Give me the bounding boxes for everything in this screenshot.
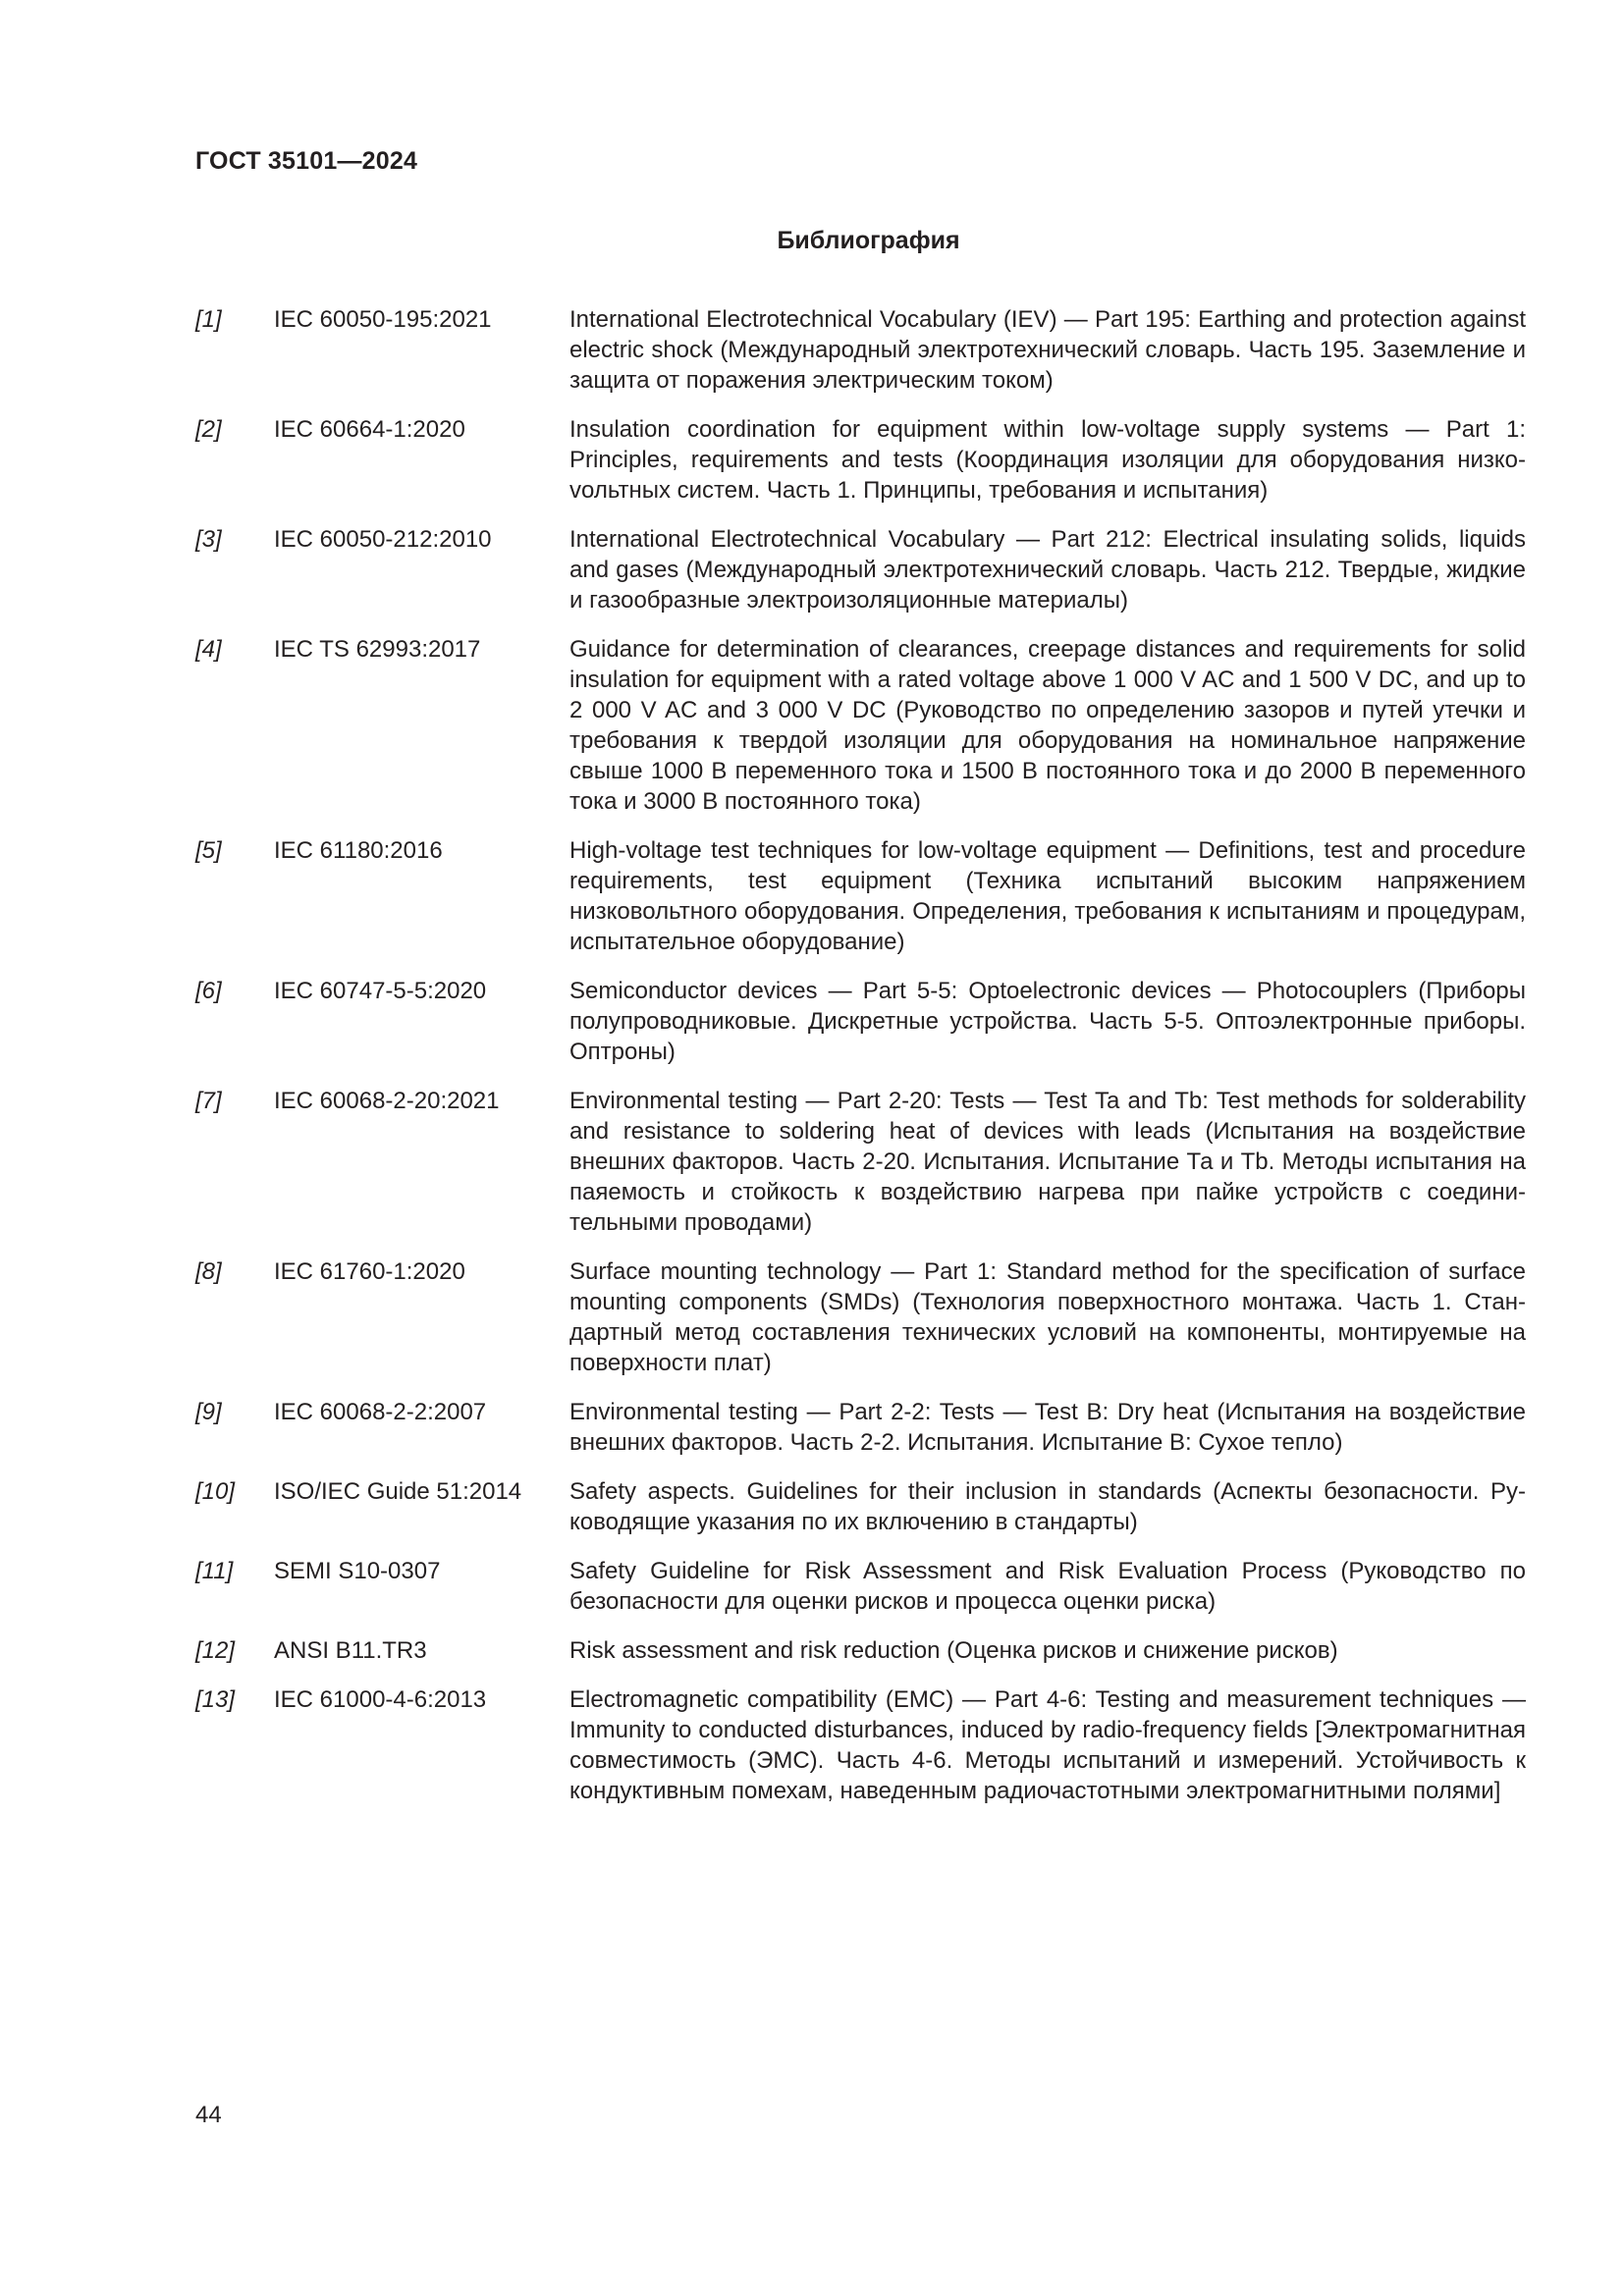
bibliography-entry bbox=[195, 304, 1526, 396]
entry-title: Semiconductor devices — Part 5-5: Optoelectronic devices — Photocouplers (Приборы полупроводниковые. Дискретные устройства. Часть 5-5. Оптоэлектронные приборы. Оптроны) bbox=[569, 978, 1526, 1065]
entry-number: [5] bbox=[195, 837, 222, 864]
entry-standard-code: IEC 60664-1:2020 bbox=[274, 416, 465, 443]
bibliography-entry bbox=[195, 1476, 1526, 1537]
entry-title: International Electrotechnical Vocabulary (IEV) — Part 195: Earthing and protection against electric shock (Международный электротехнический словарь. Часть 195. Заземление и защита от поражения электрическим током) bbox=[569, 306, 1526, 394]
entry-number: [11] bbox=[195, 1558, 234, 1584]
bibliography-entry bbox=[195, 414, 1526, 506]
entry-number: [13] bbox=[195, 1686, 236, 1713]
entry-number: [6] bbox=[195, 978, 222, 1004]
bibliography-entry bbox=[195, 1635, 1526, 1666]
entry-standard-code: IEC 60068-2-20:2021 bbox=[274, 1088, 500, 1114]
entry-number: [7] bbox=[195, 1088, 222, 1114]
entry-title: Insulation coordination for equipment within low-voltage supply systems — Part 1: Principles, requirements and tests (Координация изоляции для оборудования низкоvольтных систем. Часть 1. Принципы, требования и испытания) bbox=[569, 416, 1526, 504]
bibliography-entry bbox=[195, 976, 1526, 1067]
bibliography-list bbox=[195, 304, 1526, 1825]
entry-standard-code: ANSI B11.TR3 bbox=[274, 1637, 427, 1664]
entry-title: Guidance for determination of clearances, creepage distances and requirements for solid insulation for equipment with a rated voltage above 1 000 V AC and 1 500 V DC, and up to 2 000 V AC and 3 000 V DC (Руководство по определению зазоров и путей утечки и требования к твердой изоляции для оборудования на номинальное напряжение свыше 1000 В переменного тока и 1500 В постоянного тока и до 2000 В переменного тока и 3000 В постоянного тока) bbox=[569, 636, 1526, 815]
entry-number: [8] bbox=[195, 1258, 222, 1285]
entry-standard-code: IEC TS 62993:2017 bbox=[274, 636, 481, 663]
bibliography-entry bbox=[195, 1397, 1526, 1458]
bibliography-entry bbox=[195, 634, 1526, 817]
entry-title: Safety Guideline for Risk Assessment and Risk Evaluation Process (Руководство по безопасности для оценки рисков и процесса оценки риска) bbox=[569, 1558, 1526, 1615]
entry-standard-code: SEMI S10-0307 bbox=[274, 1558, 441, 1584]
entry-title: International Electrotechnical Vocabulary — Part 212: Electrical insulating solids, liquids and gases (Международный электротехнический словарь. Часть 212. Твердые, жидкие и газообразные электроизоляционные материалы) bbox=[569, 526, 1526, 614]
entry-title: Electromagnetic compatibility (EMC) — Part 4-6: Testing and measurement techniques — Immunity to conducted disturbances, induced by radio-frequency fields [Электромагнитная совместимость (ЭМС). Часть 4-6. Методы испытаний и измерений. Устойчивость к кондуктивным помехам, наведенным радиочастотными электромагнитными полями] bbox=[569, 1686, 1526, 1804]
entry-standard-code: IEC 61180:2016 bbox=[274, 837, 443, 864]
entry-number: [9] bbox=[195, 1399, 222, 1425]
section-title: Библиография bbox=[777, 227, 960, 254]
entry-title: Environmental testing — Part 2-2: Tests — Test B: Dry heat (Испытания на воздействие внешних факторов. Часть 2-2. Испытания. Испытание В: Сухое тепло) bbox=[569, 1399, 1526, 1456]
entry-standard-code: IEC 60050-212:2010 bbox=[274, 526, 492, 553]
entry-number: [12] bbox=[195, 1637, 236, 1664]
entry-standard-code: IEC 61000-4-6:2013 bbox=[274, 1686, 487, 1713]
document-header: ГОСТ 35101—2024 bbox=[195, 147, 418, 175]
entry-title: Safety aspects. Guidelines for their inclusion in standards (Аспекты безопасности. Руководящие указания по их включению в стандарты) bbox=[569, 1478, 1526, 1535]
entry-standard-code: IEC 60050-195:2021 bbox=[274, 306, 492, 333]
entry-standard-code: IEC 61760-1:2020 bbox=[274, 1258, 465, 1285]
bibliography-entry bbox=[195, 524, 1526, 615]
bibliography-entry bbox=[195, 1086, 1526, 1238]
entry-number: [2] bbox=[195, 416, 222, 443]
entry-title: Surface mounting technology — Part 1: Standard method for the specification of surface mounting components (SMDs) (Технология поверхностного монтажа. Часть 1. Стандартный метод составления технических условий на компоненты, монтируемые на поверхности плат) bbox=[569, 1258, 1526, 1376]
entry-number: [4] bbox=[195, 636, 222, 663]
entry-standard-code: IEC 60068-2-2:2007 bbox=[274, 1399, 487, 1425]
bibliography-entry bbox=[195, 835, 1526, 957]
entry-number: [3] bbox=[195, 526, 222, 553]
entry-number: [1] bbox=[195, 306, 222, 333]
bibliography-entry bbox=[195, 1556, 1526, 1617]
entry-title: Environmental testing — Part 2-20: Tests — Test Ta and Tb: Test methods for solderability and resistance to soldering heat of devices with leads (Испытания на воздействие внешних факторов. Часть 2-20. Испытания. Испытание Та и Tb. Методы испытания на паяемость и стойкость к воздействию нагрева при пайке устройств с соединительными проводами) bbox=[569, 1088, 1526, 1236]
entry-number: [10] bbox=[195, 1478, 236, 1505]
entry-standard-code: ISO/IEC Guide 51:2014 bbox=[274, 1478, 522, 1505]
entry-standard-code: IEC 60747-5-5:2020 bbox=[274, 978, 487, 1004]
bibliography-entry bbox=[195, 1684, 1526, 1806]
entry-title: High-voltage test techniques for low-voltage equipment — Definitions, test and procedure requirements, test equipment (Техника испытаний высоким напряжением низковольтного оборудования. Определения, требования к испытаниям и процедурам, испытательное оборудование) bbox=[569, 837, 1526, 955]
entry-title: Risk assessment and risk reduction (Оценка рисков и снижение рисков) bbox=[569, 1637, 1338, 1664]
bibliography-entry bbox=[195, 1256, 1526, 1378]
page-number: 44 bbox=[195, 2102, 222, 2128]
